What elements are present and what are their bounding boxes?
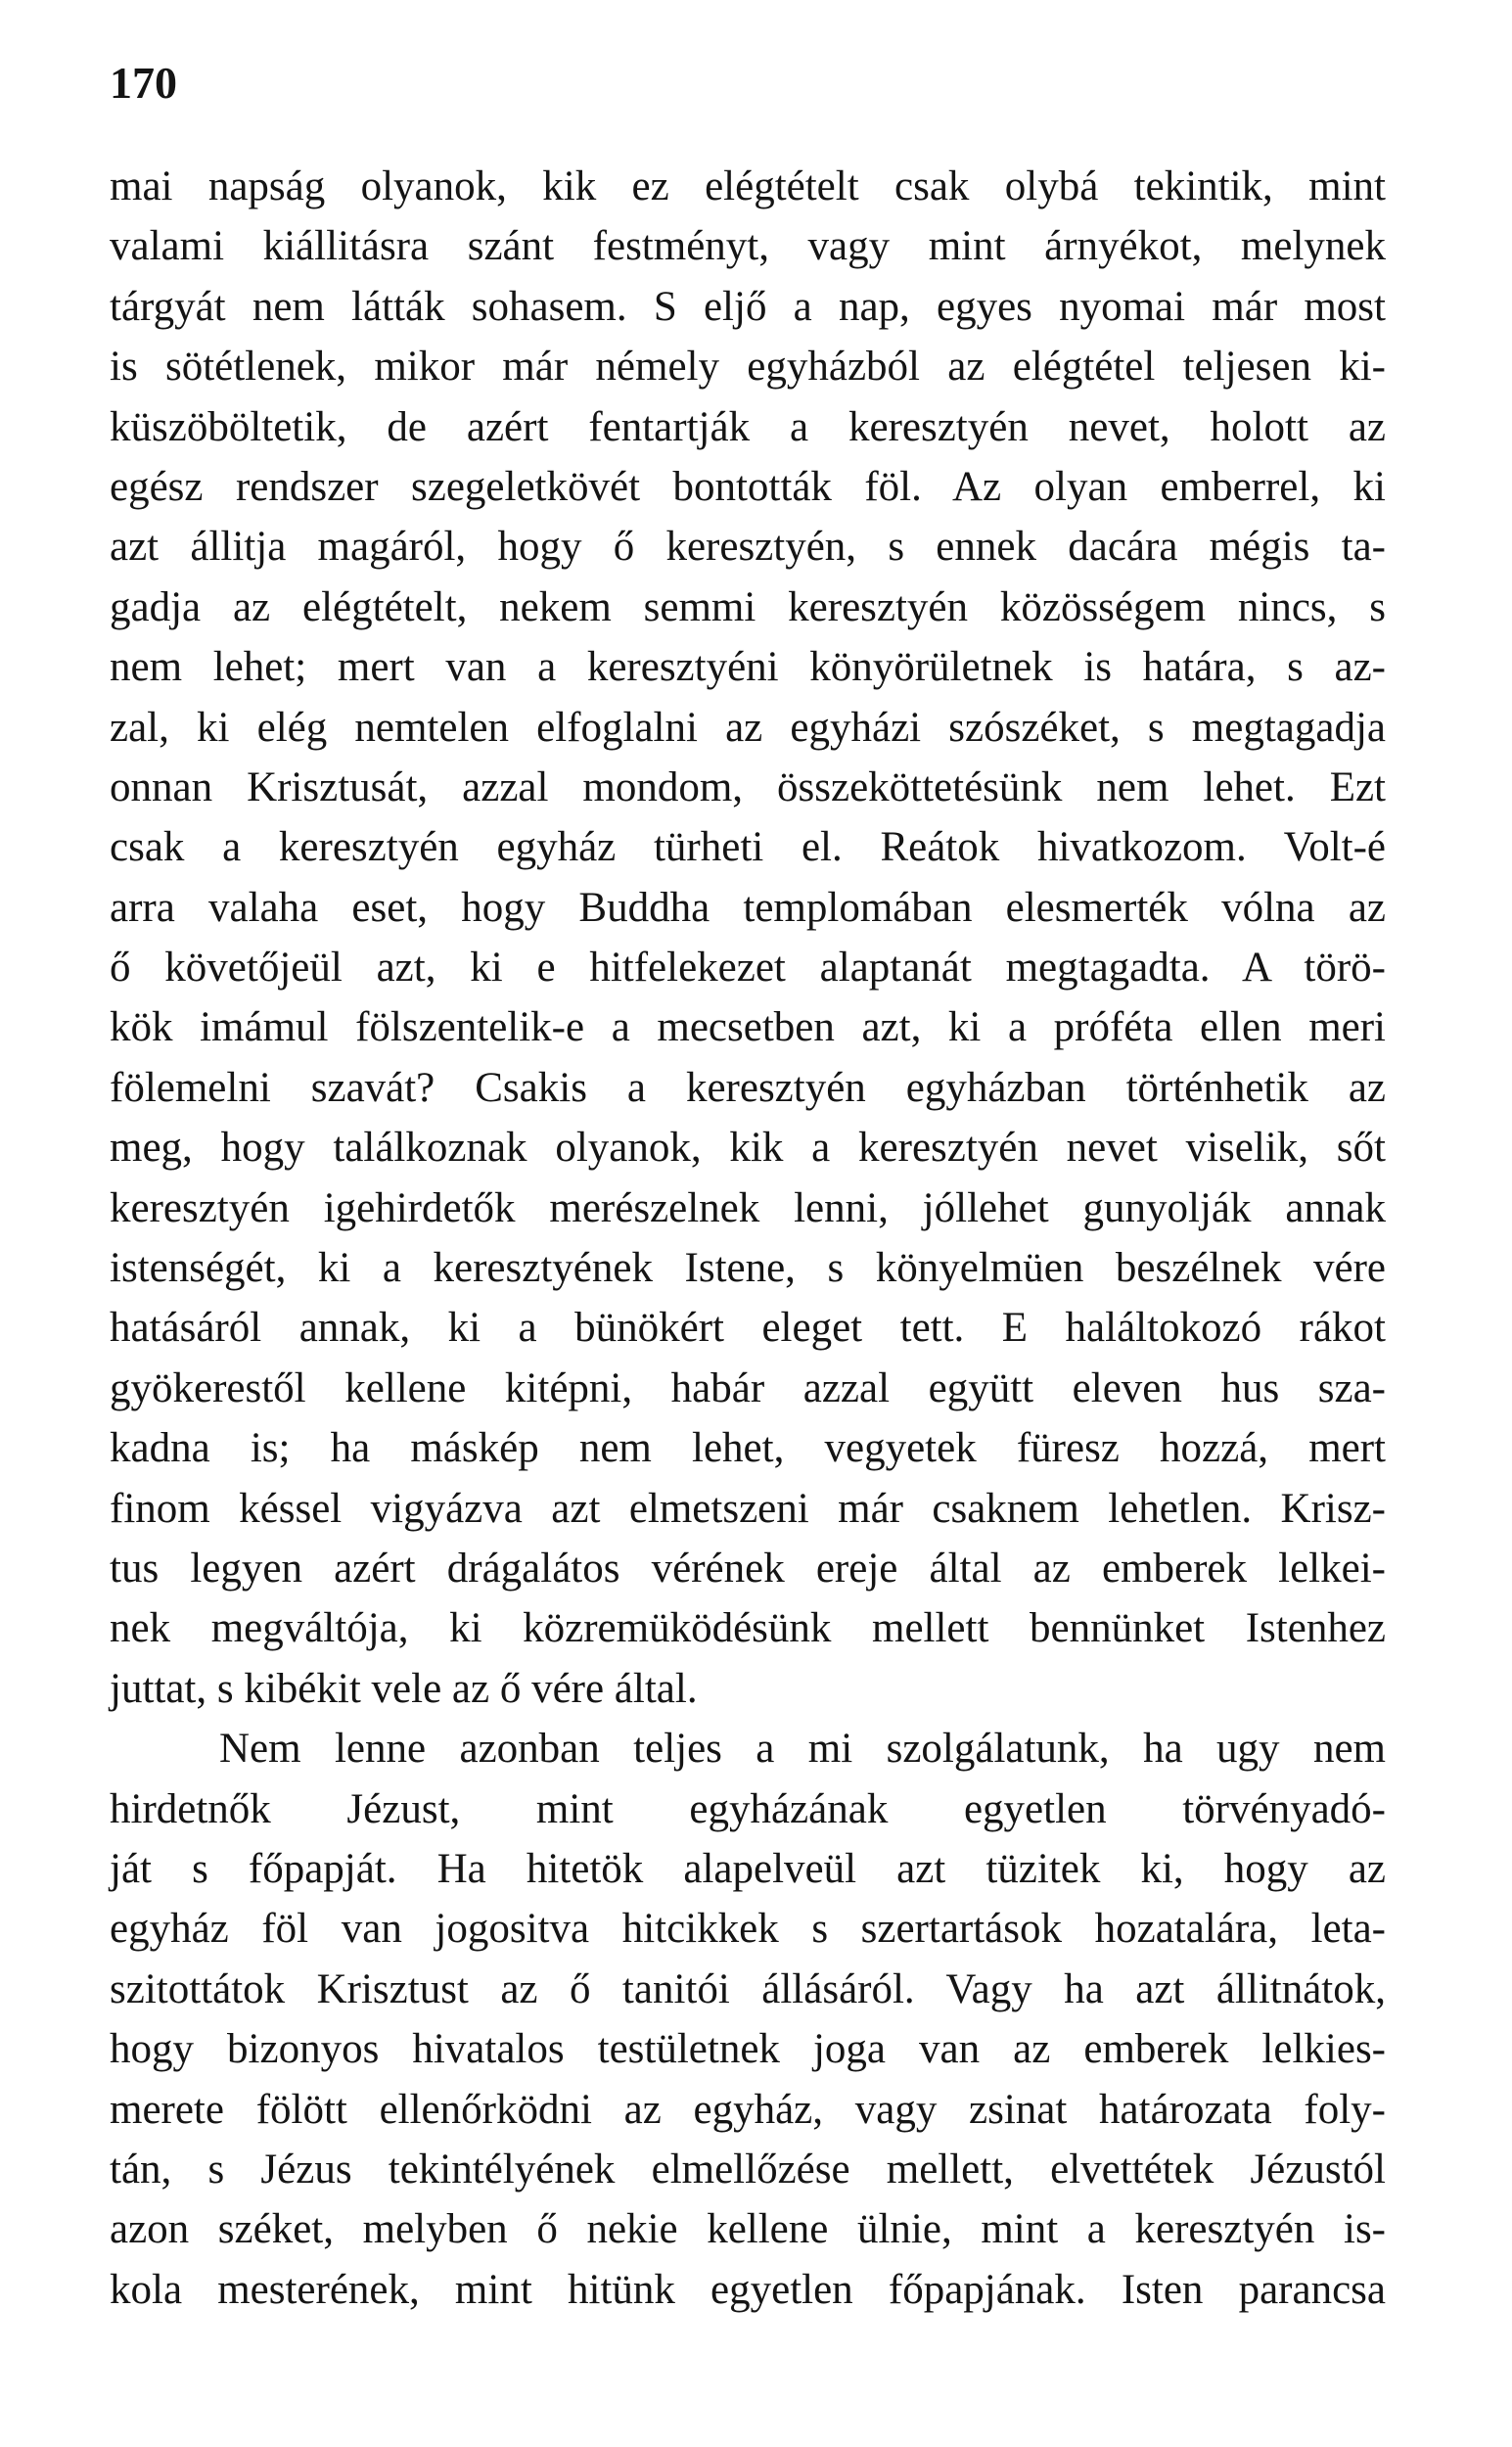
text-line: meg, hogy találkoznak olyanok, kik a keresztyén nevet viselik, sőt <box>110 1125 1386 1172</box>
text-line: zal, ki elég nemtelen elfoglalni az egyházi szószéket, s megtagadja <box>110 704 1386 751</box>
text-line: arra valaha eset, hogy Buddha templomában elesmerték vólna az <box>110 884 1386 931</box>
text-line: tus legyen azért drágalátos vérének ereje által az emberek lelkei- <box>110 1545 1386 1592</box>
text-line: tárgyát nem látták sohasem. S eljő a nap, egyes nyomai már most <box>110 283 1386 330</box>
text-line: kök imámul fölszentelik-e a mecsetben azt, ki a próféta ellen meri <box>110 1004 1386 1051</box>
text-line: szitottátok Krisztust az ő tanitói állásáról. Vagy ha azt állitnátok, <box>110 1965 1386 2012</box>
text-line: kola mesterének, mint hitünk egyetlen főpapjának. Isten parancsa <box>110 2266 1386 2313</box>
text-line: onnan Krisztusát, azzal mondom, összeköttetésünk nem lehet. Ezt <box>110 763 1386 810</box>
text-line: juttat, s kibékit vele az ő vére által. <box>110 1665 698 1712</box>
text-line: azon széket, melyben ő nekie kellene ülnie, mint a keresztyén is- <box>110 2206 1386 2253</box>
text-line: fölemelni szavát? Csakis a keresztyén egyházban történhetik az <box>110 1064 1386 1111</box>
text-line: hogy bizonyos hivatalos testületnek joga van az emberek lelkies- <box>110 2026 1386 2073</box>
text-line: merete fölött ellenőrködni az egyház, vagy zsinat határozata foly- <box>110 2086 1386 2133</box>
text-line: kadna is; ha máskép nem lehet, vegyetek füresz hozzá, mert <box>110 1425 1386 1472</box>
text-line: egész rendszer szegeletkövét bontották föl. Az olyan emberrel, ki <box>110 463 1386 510</box>
text-line: nek megváltója, ki közremüködésünk mellett bennünket Istenhez <box>110 1605 1386 1652</box>
text-line: tán, s Jézus tekintélyének elmellőzése mellett, elvettétek Jézustól <box>110 2146 1386 2193</box>
text-line: ját s főpapját. Ha hitetök alapelveül azt tüzitek ki, hogy az <box>110 1845 1386 1892</box>
text-line: Nem lenne azonban teljes a mi szolgálatunk, ha ugy nem <box>219 1726 1386 1773</box>
text-line: gyökerestől kellene kitépni, habár azzal együtt eleven hus sza- <box>110 1364 1386 1411</box>
paragraph-2 <box>110 1719 1386 2320</box>
text-line: istenségét, ki a keresztyének Istene, s könyelmüen beszélnek vére <box>110 1245 1386 1292</box>
body-text <box>110 157 1386 2320</box>
text-line: hirdetnők Jézust, mint egyházának egyetlen törvényadó- <box>110 1785 1386 1832</box>
page-number: 170 <box>110 58 177 108</box>
text-line: csak a keresztyén egyház türheti el. Reátok hivatkozom. Volt-é <box>110 824 1386 871</box>
text-line: mai napság olyanok, kik ez elégtételt csak olybá tekintik, mint <box>110 163 1386 209</box>
text-line: nem lehet; mert van a keresztyéni könyörületnek is határa, s az- <box>110 644 1386 691</box>
text-line: valami kiállitásra szánt festményt, vagy mint árnyékot, melynek <box>110 223 1386 270</box>
text-line: ő követőjeül azt, ki e hitfelekezet alaptanát megtagadta. A törö- <box>110 945 1386 992</box>
text-line: is sötétlenek, mikor már némely egyházból az elégtétel teljesen ki- <box>110 344 1386 391</box>
text-line: finom késsel vigyázva azt elmetszeni már csaknem lehetlen. Krisz- <box>110 1485 1386 1532</box>
text-line: gadja az elégtételt, nekem semmi keresztyén közösségem nincs, s <box>110 583 1386 630</box>
text-line: egyház föl van jogositva hitcikkek s szertartások hozatalára, leta- <box>110 1906 1386 1953</box>
text-line: hatásáról annak, ki a bünökért eleget tett. E haláltokozó rákot <box>110 1305 1386 1352</box>
text-line: keresztyén igehirdetők merészelnek lenni, jóllehet gunyolják annak <box>110 1184 1386 1231</box>
text-line: küszöböltetik, de azért fentartják a keresztyén nevet, holott az <box>110 403 1386 450</box>
paragraph-1 <box>110 157 1386 1719</box>
text-line: azt állitja magáról, hogy ő keresztyén, s ennek dacára mégis ta- <box>110 524 1386 571</box>
